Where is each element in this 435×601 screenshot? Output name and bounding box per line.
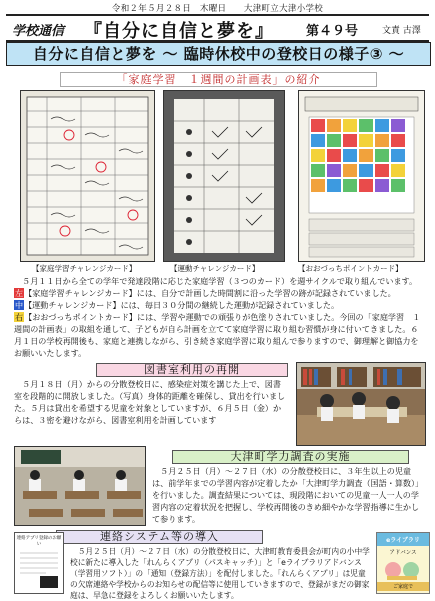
date-line: 令和２年５月２８日 木曜日 大津町立大津小学校 [111, 4, 324, 14]
masthead [6, 14, 429, 42]
section4-body: ５月２５日（月）～２７日（水）の分散登校日に、大津町教育委員会が町内の小中学校に新たに導入した「れんらくアプリ（パスキャッチ）」と「eライブラリアドバンス（学習用ソフト）」の「通知（登録方法）」を配付しました。「れんらくアプリ」は児童の欠席連絡や学校からのお知らせの配信等に使用していきますので、登録がまだの御家庭は、早急に登録をよろしくお願いいたします。 [70, 547, 370, 600]
caption-exercise-card: 【運動チャレンジカード】 [170, 264, 260, 273]
page-banner: 自分に自信と夢を ～ 臨時休校中の登校日の様子③ ～ [6, 42, 431, 66]
section1-intro: ５月１１日から全ての学年で発達段階に応じた家庭学習（３つのカード）を週サイクルで取り組んでいます。 [22, 276, 418, 286]
photo-point-card [298, 90, 425, 262]
caption-point-card: 【おおづっちポイントカード】 [298, 264, 403, 273]
photo-exercise-card [163, 90, 285, 262]
contact-doc-heading: 連絡アプリ登録のお願い [16, 536, 62, 547]
series-title: 学校通信 [12, 24, 65, 39]
section-heading-contact: 連絡システム等の導入 [56, 530, 263, 544]
flyer-title: eライブラリ [377, 533, 429, 546]
section3-body: ５月２５日（月）～２７日（水）の分散登校日に、３年生以上の児童は、前学年までの学習内容が定着したか「大津町学力調査（国語・算数）」を行いました。調査結果については、現段階においての児童一人一人の学習内容の定着状況を把握し、学校再開後のきめ細やかな学習指導に生かして参ります。 [152, 466, 424, 524]
marker-left: 左 [15, 288, 24, 298]
section1-left-note [14, 287, 424, 299]
photo-classroom-test [14, 446, 146, 526]
photo-home-study-card [20, 90, 155, 262]
section-heading-survey: 大津町学力調査の実施 [172, 450, 409, 464]
marker-mid: 中 [15, 300, 24, 310]
flyer-illustration [377, 556, 427, 582]
section1-left-text: 【家庭学習チャレンジカード】には、自分で計画した時間割に沿った学習の跡が記録されていました。 [24, 288, 396, 298]
flyer-subtitle: アドバンス [389, 550, 417, 556]
contact-doc-lines [16, 549, 62, 589]
section-heading-library: 図書室利用の再開 [96, 363, 288, 377]
caption-home-study-card: 【家庭学習チャレンジカード】 [32, 264, 137, 273]
issue-number: 第４９号 [306, 24, 359, 39]
section2-body: ５月１８日（月）からの分散登校日に、感染症対策を講じた上で、図書室を段階的に開放しました。（写真）身体的距離を確保し、貸出を行いました。５月は貸出を希望する児童を対象としていますが、６月５日（金）からは、３密を避けながら、図書室利用を計画しています [14, 379, 286, 425]
marker-right: 右 [15, 312, 24, 322]
photo-contact-doc [14, 532, 64, 594]
photo-library [296, 362, 426, 446]
section-heading-home-study: 「家庭学習 １週間の計画表」の紹介 [60, 72, 377, 87]
section1-right-note [14, 311, 424, 359]
newsletter-title: 『自分に自信と夢を』 [84, 21, 274, 42]
photo-elibrary-flyer [376, 532, 430, 594]
section1-body [14, 275, 424, 359]
section1-mid-note [14, 299, 424, 311]
section1-mid-text: 【運動チャレンジカード】には、毎日３０分間の継続した運動が記録されていました。 [24, 300, 340, 310]
flyer-footer: ご家庭で [377, 582, 429, 591]
author-credit: 文責 古澤 [382, 26, 421, 36]
section1-right-text: 【おおづっちポイントカード】には、学習や運動での頑張りが色塗りされていました。今回の「家庭学習 １週間の計画表」の取組を通して、子どもが自ら計画を立てて家庭学習に取り組む習慣が身に付いてきました。６月１日の学校再開後も、家庭と連携しながら、引き続き家庭学習に取り組んで参りますので、御理解と御協力をお願いいたします。 [14, 312, 421, 358]
